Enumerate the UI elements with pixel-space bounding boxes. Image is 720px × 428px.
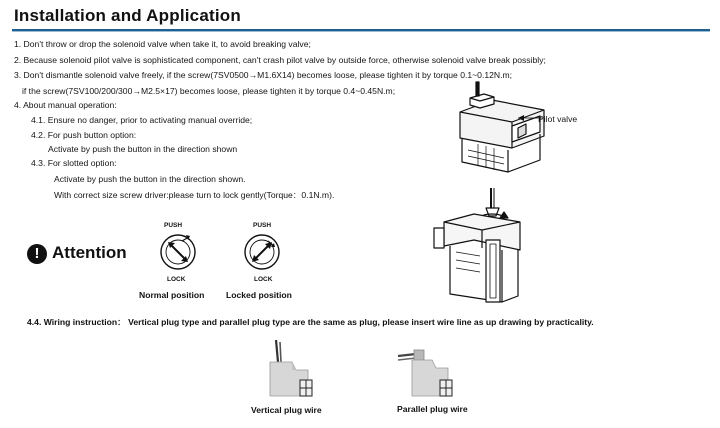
dial-normal-caption: Normal position [139, 290, 205, 300]
page-title: Installation and Application [14, 6, 241, 25]
instruction-4: 4. About manual operation: [14, 100, 117, 110]
pilot-valve-label: Pilot valve [538, 114, 578, 124]
dial-normal-lock-label: LOCK [167, 276, 186, 283]
instruction-4-3-torque: With correct size screw driver:please turn to lock gently(Torque：0.1N.m). [54, 190, 335, 200]
dial-locked-lock-label: LOCK [254, 276, 273, 283]
instruction-3-cont: if the screw(7SV100/200/300→M2.5×17) becomes loose, please tighten it by torque 0.4~0.45N.m; [22, 86, 396, 96]
dial-locked-push-label: PUSH [253, 222, 272, 229]
instruction-2: 2. Because solenoid pilot valve is sophisticated component, can't crash pilot valve by outside force, otherwise solenoid valve break possibly; [14, 55, 546, 65]
parallel-plug-image [398, 340, 464, 402]
pilot-valve-diagram [448, 88, 578, 180]
dial-locked-icon [242, 231, 282, 273]
instruction-4-2-detail: Activate by push the button in the direction shown [48, 144, 238, 154]
attention-icon: ! [27, 244, 47, 264]
vertical-plug-caption: Vertical plug wire [251, 405, 322, 415]
instruction-4-3-detail: Activate by push the button in the direction shown. [54, 174, 246, 184]
wiring-instruction: 4.4. Wiring instruction： Vertical plug type and parallel plug type are the same as plug, please insert wire line as up drawing by practicality. [27, 317, 594, 327]
dial-locked-caption: Locked position [226, 290, 292, 300]
attention-label: Attention [52, 243, 127, 262]
screwdriver-override-diagram [430, 188, 530, 310]
dial-normal-icon [158, 231, 198, 273]
title-underline-light [12, 31, 710, 32]
instruction-4-1: 4.1. Ensure no danger, prior to activating manual override; [31, 115, 253, 125]
instruction-4-3: 4.3. For slotted option: [31, 158, 117, 168]
vertical-plug-image [262, 340, 322, 402]
dial-normal-push-label: PUSH [164, 222, 183, 229]
instruction-3: 3. Don't dismantle solenoid valve freely, if the screw(7SV0500→M1.6X14) becomes loose, please tighten it by torque 0.1~0.12N.m; [14, 70, 513, 80]
instruction-1: 1. Don't throw or drop the solenoid valve when take it, to avoid breaking valve; [14, 39, 311, 49]
parallel-plug-caption: Parallel plug wire [397, 404, 468, 414]
instruction-4-2: 4.2. For push button option: [31, 130, 137, 140]
